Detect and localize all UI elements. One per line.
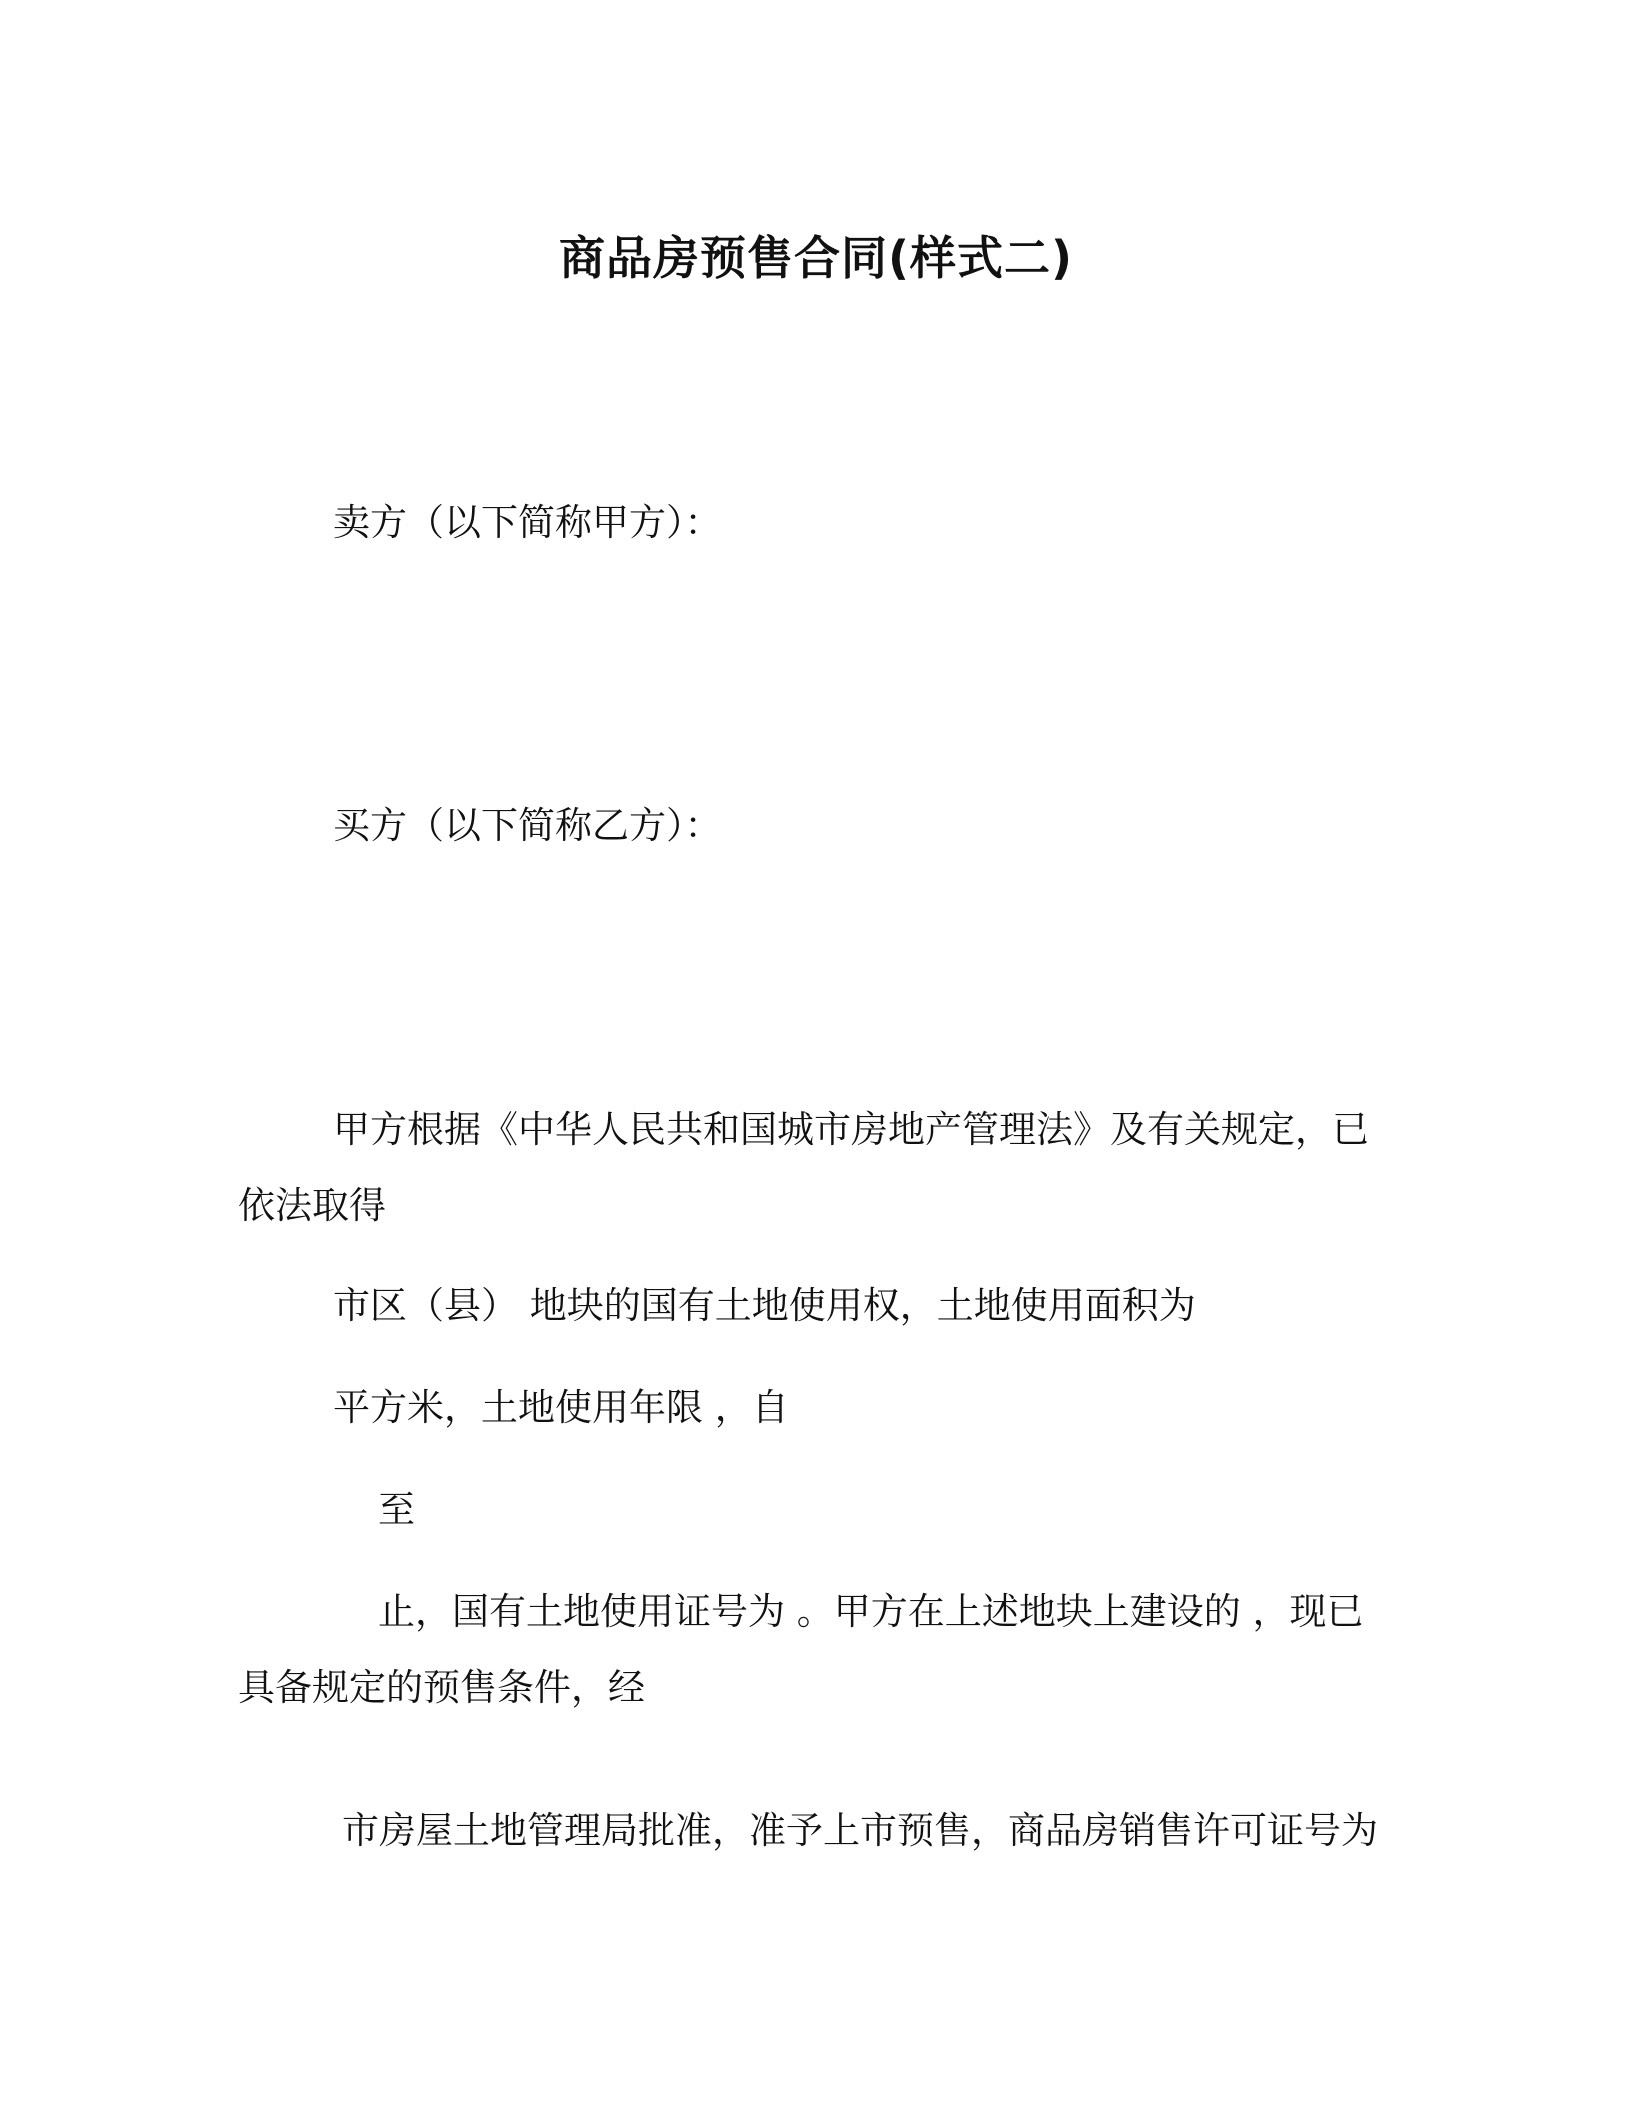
paragraph-line: 至 [378,1488,415,1531]
paragraph-line: 具备规定的预售条件，经 [238,1666,645,1709]
paragraph-line: 依法取得 [238,1184,386,1227]
document-title: 商品房预售合同(样式二) [558,231,1074,285]
paragraph-line: 甲方根据《中华人民共和国城市房地产管理法》及有关规定，已 [333,1108,1369,1151]
paragraph-line: 市房屋土地管理局批准，准予上市预售，商品房销售许可证号为 [342,1809,1378,1852]
paragraph-line: 平方米，土地使用年限 ，自 [333,1386,789,1429]
paragraph-line: 市区（县） 地块的国有土地使用权，土地使用面积为 [333,1284,1196,1327]
paragraph-line: 止，国有土地使用证号为 。甲方在上述地块上建设的 ，现已 [378,1590,1364,1633]
seller-label: 卖方（以下简称甲方）： [333,501,722,544]
buyer-label: 买方（以下简称乙方）： [333,804,722,847]
